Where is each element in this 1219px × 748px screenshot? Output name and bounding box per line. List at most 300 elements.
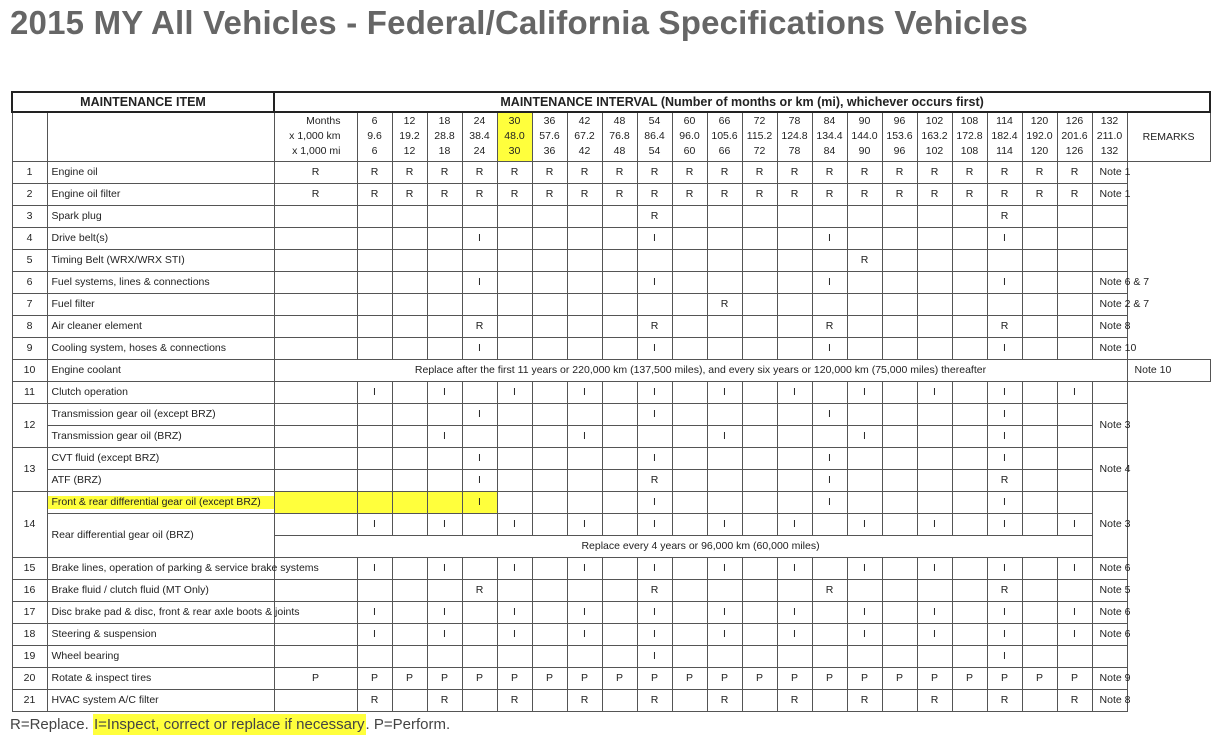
interval-column-126 — [1057, 112, 1092, 162]
maintenance-item: CVT fluid (except BRZ) — [47, 448, 274, 470]
interval-cell — [392, 250, 427, 272]
interval-cell: I — [777, 382, 812, 404]
interval-cell: I — [462, 228, 497, 250]
interval-cell — [602, 558, 637, 580]
interval-cell — [1022, 470, 1057, 492]
interval-km: 163.2 — [921, 130, 948, 142]
interval-cell — [882, 316, 917, 338]
interval-cell — [917, 272, 952, 294]
interval-cell: R — [357, 184, 392, 206]
interval-cell — [497, 250, 532, 272]
interval-cell — [462, 250, 497, 272]
interval-cell — [357, 448, 392, 470]
interval-months: 132 — [1100, 115, 1119, 127]
interval-cell — [1057, 646, 1092, 668]
interval-column-90 — [847, 112, 882, 162]
maintenance-item: Engine oil filter — [47, 184, 274, 206]
interval-cell — [567, 206, 602, 228]
interval-cell — [427, 470, 462, 492]
interval-cell — [742, 646, 777, 668]
table-row — [12, 602, 1210, 624]
interval-cell — [812, 558, 847, 580]
interval-cell: I — [567, 426, 602, 448]
interval-cell — [952, 382, 987, 404]
interval-cell — [672, 690, 707, 712]
table-row — [12, 250, 1210, 272]
interval-cell — [882, 492, 917, 514]
table-row — [12, 690, 1210, 712]
interval-cell: R — [987, 162, 1022, 184]
interval-cell: R — [357, 690, 392, 712]
interval-column-72 — [742, 112, 777, 162]
interval-cell: I — [1057, 602, 1092, 624]
remarks-cell: Note 6 — [1092, 602, 1127, 624]
interval-column-12 — [392, 112, 427, 162]
interval-cell: I — [707, 382, 742, 404]
interval-cell: R — [637, 184, 672, 206]
interval-cell — [812, 382, 847, 404]
row-number: 18 — [12, 624, 47, 646]
interval-cell — [707, 448, 742, 470]
legend-inspect-highlighted: I=Inspect, correct or replace if necessary — [93, 716, 365, 733]
row-number: 7 — [12, 294, 47, 316]
interval-cell — [602, 382, 637, 404]
interval-cell — [847, 206, 882, 228]
maintenance-item: Rear differential gear oil (BRZ) — [47, 514, 274, 558]
interval-cell — [532, 382, 567, 404]
interval-cell — [1057, 470, 1092, 492]
interval-cell: I — [987, 338, 1022, 360]
interval-cell — [952, 470, 987, 492]
table-row — [12, 316, 1210, 338]
interval-cell — [707, 492, 742, 514]
interval-months: 90 — [858, 115, 871, 127]
interval-cell: I — [497, 382, 532, 404]
interval-months: 54 — [648, 115, 661, 127]
interval-cell: I — [987, 272, 1022, 294]
interval-cell — [567, 470, 602, 492]
interval-cell — [637, 250, 672, 272]
interval-cell — [952, 514, 987, 536]
interval-cell — [812, 426, 847, 448]
interval-column-60 — [672, 112, 707, 162]
interval-cell — [427, 272, 462, 294]
interval-cell — [274, 492, 357, 514]
interval-cell: I — [427, 426, 462, 448]
interval-cell — [847, 580, 882, 602]
interval-cell — [497, 294, 532, 316]
remarks-cell: Note 10 — [1092, 338, 1127, 360]
remarks-cell: Note 9 — [1092, 668, 1127, 690]
interval-cell: I — [462, 404, 497, 426]
interval-cell — [777, 646, 812, 668]
highlighted-item: Front & rear differential gear oil (except BRZ) — [48, 496, 274, 509]
interval-cell: I — [497, 558, 532, 580]
interval-cell: P — [917, 668, 952, 690]
interval-cell — [917, 646, 952, 668]
interval-cell: I — [987, 646, 1022, 668]
interval-mi: 36 — [543, 145, 556, 157]
interval-cell — [602, 624, 637, 646]
interval-cell — [847, 404, 882, 426]
interval-cell: R — [1057, 162, 1092, 184]
interval-cell — [602, 470, 637, 492]
interval-cell: R — [637, 206, 672, 228]
interval-cell: I — [812, 448, 847, 470]
interval-cell — [274, 338, 357, 360]
interval-cell — [672, 602, 707, 624]
interval-cell — [672, 492, 707, 514]
interval-column-48 — [602, 112, 637, 162]
remarks-cell: Note 6 — [1092, 558, 1127, 580]
interval-km: 182.4 — [991, 130, 1018, 142]
interval-km: 144.0 — [851, 130, 878, 142]
interval-cell: I — [917, 514, 952, 536]
interval-cell — [672, 580, 707, 602]
interval-cell — [777, 206, 812, 228]
interval-cell — [1057, 272, 1092, 294]
interval-cell — [602, 338, 637, 360]
interval-cell — [1057, 316, 1092, 338]
interval-cell — [357, 404, 392, 426]
interval-cell — [707, 272, 742, 294]
maintenance-item: Fuel systems, lines & connections — [47, 272, 274, 294]
interval-cell: I — [812, 492, 847, 514]
interval-cell — [672, 294, 707, 316]
interval-cell — [812, 206, 847, 228]
maintenance-interval-header: MAINTENANCE INTERVAL (Number of months or km (mi), whichever occurs first) — [274, 92, 1210, 112]
interval-cell — [532, 426, 567, 448]
interval-cell: R — [1022, 162, 1057, 184]
interval-cell — [917, 250, 952, 272]
interval-cell — [427, 206, 462, 228]
interval-cell: R — [637, 316, 672, 338]
interval-cell — [812, 514, 847, 536]
interval-cell — [952, 580, 987, 602]
interval-cell: R — [357, 162, 392, 184]
interval-cell: P — [1057, 668, 1092, 690]
interval-cell — [274, 514, 357, 536]
interval-cell — [462, 206, 497, 228]
interval-cell — [357, 294, 392, 316]
interval-cell: I — [847, 558, 882, 580]
interval-km: 86.4 — [644, 130, 665, 142]
interval-column-102 — [917, 112, 952, 162]
interval-cell — [707, 250, 742, 272]
remarks-cell: Note 1 — [1092, 162, 1127, 184]
interval-months: 84 — [823, 115, 836, 127]
interval-cell: R — [987, 580, 1022, 602]
interval-cell — [882, 558, 917, 580]
interval-column-18 — [427, 112, 462, 162]
interval-cell — [637, 426, 672, 448]
remarks-cell: Note 2 & 7 — [1092, 294, 1127, 316]
interval-cell: R — [497, 162, 532, 184]
interval-cell — [462, 602, 497, 624]
interval-cell: R — [1057, 690, 1092, 712]
interval-months: 120 — [1030, 115, 1049, 127]
interval-cell — [917, 580, 952, 602]
interval-cell — [882, 514, 917, 536]
interval-mi: 18 — [438, 145, 451, 157]
interval-cell — [497, 338, 532, 360]
interval-km: 192.0 — [1026, 130, 1053, 142]
interval-cell — [532, 690, 567, 712]
interval-column-114 — [987, 112, 1022, 162]
interval-note: Replace every 4 years or 96,000 km (60,000 miles) — [274, 536, 1127, 558]
row-number: 21 — [12, 690, 47, 712]
interval-cell: I — [637, 272, 672, 294]
interval-cell — [462, 646, 497, 668]
interval-cell: P — [637, 668, 672, 690]
interval-cell — [532, 206, 567, 228]
row-number: 14 — [12, 492, 47, 558]
interval-cell — [882, 448, 917, 470]
interval-cell — [847, 272, 882, 294]
interval-cell — [777, 492, 812, 514]
interval-cell — [742, 294, 777, 316]
interval-cell — [357, 206, 392, 228]
interval-cell: P — [742, 668, 777, 690]
interval-cell: I — [637, 338, 672, 360]
interval-cell — [357, 272, 392, 294]
interval-cell: I — [427, 382, 462, 404]
interval-cell: I — [637, 448, 672, 470]
interval-cell — [882, 294, 917, 316]
interval-cell: I — [637, 228, 672, 250]
remarks-cell — [1092, 646, 1127, 668]
interval-column-120 — [1022, 112, 1057, 162]
interval-km: 9.6 — [367, 130, 382, 142]
interval-cell — [427, 316, 462, 338]
interval-cell: I — [777, 624, 812, 646]
remarks-header: REMARKS — [1127, 112, 1210, 162]
interval-cell — [532, 448, 567, 470]
interval-cell: R — [707, 690, 742, 712]
interval-cell — [274, 228, 357, 250]
interval-cell: I — [637, 492, 672, 514]
interval-cell — [357, 580, 392, 602]
interval-cell — [532, 272, 567, 294]
interval-cell: R — [1022, 184, 1057, 206]
interval-cell: R — [567, 162, 602, 184]
interval-cell: I — [1057, 624, 1092, 646]
interval-cell — [567, 272, 602, 294]
interval-cell — [952, 228, 987, 250]
remarks-cell: Note 6 — [1092, 624, 1127, 646]
interval-mi: 30 — [508, 145, 521, 157]
interval-cell — [392, 558, 427, 580]
interval-cell — [274, 404, 357, 426]
table-row — [12, 184, 1210, 206]
interval-cell: I — [987, 558, 1022, 580]
interval-cell: I — [427, 624, 462, 646]
interval-cell — [427, 448, 462, 470]
interval-mi: 42 — [578, 145, 591, 157]
remarks-cell — [1092, 228, 1127, 250]
interval-cell: I — [637, 646, 672, 668]
interval-cell: I — [847, 514, 882, 536]
row-number: 9 — [12, 338, 47, 360]
interval-km: 134.4 — [816, 130, 843, 142]
interval-cell: I — [987, 404, 1022, 426]
interval-cell — [672, 514, 707, 536]
interval-mi: 132 — [1100, 145, 1119, 157]
interval-cell — [987, 294, 1022, 316]
interval-cell — [532, 602, 567, 624]
interval-cell — [392, 448, 427, 470]
interval-mi: 90 — [858, 145, 871, 157]
interval-cell — [882, 426, 917, 448]
interval-cell: I — [847, 624, 882, 646]
table-row — [12, 272, 1210, 294]
interval-cell: I — [567, 514, 602, 536]
interval-cell — [357, 492, 392, 514]
interval-cell: I — [357, 624, 392, 646]
interval-cell: P — [847, 668, 882, 690]
interval-cell: P — [777, 668, 812, 690]
interval-cell — [497, 404, 532, 426]
interval-cell — [637, 294, 672, 316]
row-number: 8 — [12, 316, 47, 338]
remarks-cell: Note 6 & 7 — [1092, 272, 1127, 294]
table-row — [12, 426, 1210, 448]
interval-cell — [532, 338, 567, 360]
interval-cell: P — [602, 668, 637, 690]
interval-cell — [707, 338, 742, 360]
interval-cell — [392, 316, 427, 338]
maintenance-item: Disc brake pad & disc, front & rear axle boots & joints — [47, 602, 274, 624]
interval-cell — [742, 338, 777, 360]
interval-cell: R — [532, 162, 567, 184]
table-header-row — [12, 92, 1210, 112]
interval-cell — [497, 448, 532, 470]
interval-cell: R — [427, 690, 462, 712]
interval-cell: R — [952, 162, 987, 184]
interval-cell — [392, 426, 427, 448]
interval-cell: I — [637, 514, 672, 536]
interval-cell — [427, 294, 462, 316]
interval-km: 57.6 — [539, 130, 560, 142]
interval-cell: R — [882, 162, 917, 184]
interval-cell: R — [812, 316, 847, 338]
interval-cell: R — [497, 690, 532, 712]
interval-cell — [602, 294, 637, 316]
interval-mi: 60 — [683, 145, 696, 157]
interval-cell — [427, 250, 462, 272]
interval-cell — [357, 338, 392, 360]
row-number: 1 — [12, 162, 47, 184]
maintenance-item: Engine oil — [47, 162, 274, 184]
interval-cell — [357, 250, 392, 272]
interval-cell — [274, 294, 357, 316]
interval-cell — [274, 646, 357, 668]
interval-cell — [882, 580, 917, 602]
interval-cell: P — [812, 668, 847, 690]
interval-cell — [462, 558, 497, 580]
interval-cell — [847, 316, 882, 338]
maintenance-item: Clutch operation — [47, 382, 274, 404]
interval-cell: I — [497, 624, 532, 646]
interval-cell — [497, 470, 532, 492]
interval-cell — [672, 404, 707, 426]
interval-cell — [952, 272, 987, 294]
interval-cell: P — [427, 668, 462, 690]
interval-cell — [532, 250, 567, 272]
interval-cell — [882, 250, 917, 272]
interval-cell: I — [707, 558, 742, 580]
interval-cell — [1057, 404, 1092, 426]
row-number: 15 — [12, 558, 47, 580]
interval-cell — [917, 316, 952, 338]
interval-cell: R — [882, 184, 917, 206]
interval-cell: I — [777, 602, 812, 624]
interval-cell — [497, 426, 532, 448]
interval-cell: I — [917, 602, 952, 624]
interval-cell — [1022, 404, 1057, 426]
interval-cell: R — [707, 162, 742, 184]
interval-cell: R — [602, 162, 637, 184]
interval-cell: R — [742, 162, 777, 184]
interval-cell: R — [274, 184, 357, 206]
interval-cell: R — [707, 184, 742, 206]
interval-cell — [742, 580, 777, 602]
interval-column-30 — [497, 112, 532, 162]
interval-cell — [392, 404, 427, 426]
interval-cell — [602, 206, 637, 228]
interval-cell — [532, 294, 567, 316]
interval-cell: R — [987, 316, 1022, 338]
interval-months: 96 — [893, 115, 906, 127]
remarks-cell: Note 10 — [1127, 360, 1210, 382]
interval-cell: R — [812, 580, 847, 602]
interval-column-78 — [777, 112, 812, 162]
interval-cell — [567, 580, 602, 602]
interval-mi: 12 — [403, 145, 416, 157]
interval-cell — [532, 470, 567, 492]
row-number: 11 — [12, 382, 47, 404]
remarks-cell: Note 8 — [1092, 690, 1127, 712]
interval-cell — [427, 338, 462, 360]
interval-cell — [462, 382, 497, 404]
interval-cell — [847, 228, 882, 250]
interval-cell — [952, 338, 987, 360]
interval-cell: P — [357, 668, 392, 690]
interval-cell: I — [987, 492, 1022, 514]
maintenance-item: Wheel bearing — [47, 646, 274, 668]
interval-cell: P — [497, 668, 532, 690]
interval-cell: I — [847, 602, 882, 624]
interval-cell: R — [777, 162, 812, 184]
maintenance-item — [47, 492, 274, 514]
interval-cell: I — [637, 602, 672, 624]
interval-cell — [392, 272, 427, 294]
interval-cell — [952, 602, 987, 624]
interval-cell — [532, 316, 567, 338]
interval-cell — [742, 272, 777, 294]
interval-cell — [1057, 294, 1092, 316]
remarks-cell — [1092, 250, 1127, 272]
interval-cell: I — [812, 338, 847, 360]
interval-cell — [672, 470, 707, 492]
interval-cell: P — [672, 668, 707, 690]
interval-cell — [532, 514, 567, 536]
interval-cell — [742, 250, 777, 272]
interval-cell — [742, 470, 777, 492]
table-row — [12, 404, 1210, 426]
interval-months: 12 — [403, 115, 416, 127]
interval-km: 124.8 — [781, 130, 808, 142]
